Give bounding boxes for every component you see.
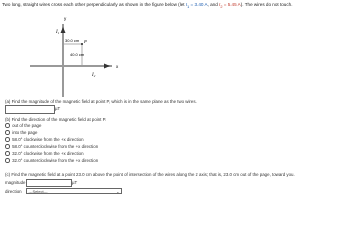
current-i1 bbox=[186, 2, 208, 7]
point-p-marker bbox=[81, 43, 83, 45]
intro-and: , and bbox=[207, 2, 220, 7]
option-label: out of the page bbox=[12, 123, 42, 128]
part-a-answer-input[interactable] bbox=[5, 105, 55, 114]
part-a-unit: µT bbox=[55, 106, 61, 111]
direction-option-into[interactable] bbox=[5, 130, 37, 135]
radio-button[interactable] bbox=[5, 130, 10, 135]
direction-option-58-cw[interactable] bbox=[5, 137, 84, 142]
problem-statement bbox=[2, 2, 292, 9]
direction-option-out[interactable] bbox=[5, 123, 41, 128]
intro-end: ). The wires do not touch. bbox=[240, 2, 293, 7]
radio-button[interactable] bbox=[5, 123, 10, 128]
option-label: into the page bbox=[12, 130, 38, 135]
distance-30-label: 30.0 cm bbox=[65, 38, 80, 43]
part-b-prompt: (b) Find the direction of the magnetic field at point P. bbox=[5, 117, 107, 122]
part-c-prompt: (c) Find the magnetic field at a point 23.0 cm above the point of intersection of the wires along the z axis; that is, 23.0 cm out of the page, toward you. bbox=[5, 172, 295, 177]
part-c-unit: µT bbox=[72, 180, 78, 185]
x-axis-label: x bbox=[116, 64, 119, 69]
part-a-prompt: (a) Find the magnitude of the magnetic field at point P, which is in the same plane as the two wires. bbox=[5, 99, 197, 104]
i2-value: = 5.45 A bbox=[222, 2, 241, 7]
point-p-label: P bbox=[84, 39, 87, 44]
i2-arrow bbox=[104, 64, 110, 69]
part-c-magnitude-input[interactable] bbox=[26, 179, 72, 187]
distance-40-label: 40.0 cm bbox=[70, 52, 85, 57]
chevron-down-icon: ⌄ bbox=[116, 189, 120, 194]
i1-value: = 3.40 A bbox=[189, 2, 208, 7]
i1-arrow bbox=[61, 27, 66, 33]
select-value: ---Select--- bbox=[28, 189, 48, 194]
i1-subscript: 1 bbox=[187, 4, 190, 9]
direction-option-58-ccw[interactable] bbox=[5, 144, 98, 149]
i2-figure-label: I₂ bbox=[92, 73, 96, 78]
y-axis-label: y bbox=[64, 16, 67, 21]
intro-text: Two long, straight wires cross each other perpendicularly as shown in the figure below (let bbox=[2, 2, 186, 7]
i2-subscript: 2 bbox=[220, 4, 223, 9]
i1-symbol: I bbox=[185, 2, 188, 7]
magnitude-label: magnitude bbox=[5, 180, 26, 185]
current-i2 bbox=[219, 2, 241, 7]
radio-button[interactable] bbox=[5, 151, 10, 156]
option-label: 32.0° clockwise from the +x direction bbox=[12, 151, 84, 156]
direction-option-32-cw[interactable] bbox=[5, 151, 84, 156]
option-label: 58.0° counterclockwise from the +x direction bbox=[12, 144, 99, 149]
radio-button[interactable] bbox=[5, 158, 10, 163]
option-label: 32.0° counterclockwise from the +x direction bbox=[12, 158, 99, 163]
i2-symbol: I bbox=[219, 2, 221, 7]
direction-label: direction bbox=[5, 189, 22, 194]
radio-button[interactable] bbox=[5, 144, 10, 149]
i1-figure-label: I₁ bbox=[56, 30, 60, 35]
option-label: 58.0° clockwise from the +x direction bbox=[12, 137, 84, 142]
direction-select[interactable] bbox=[26, 188, 122, 194]
radio-button[interactable] bbox=[5, 137, 10, 142]
direction-option-32-ccw[interactable] bbox=[5, 158, 98, 163]
